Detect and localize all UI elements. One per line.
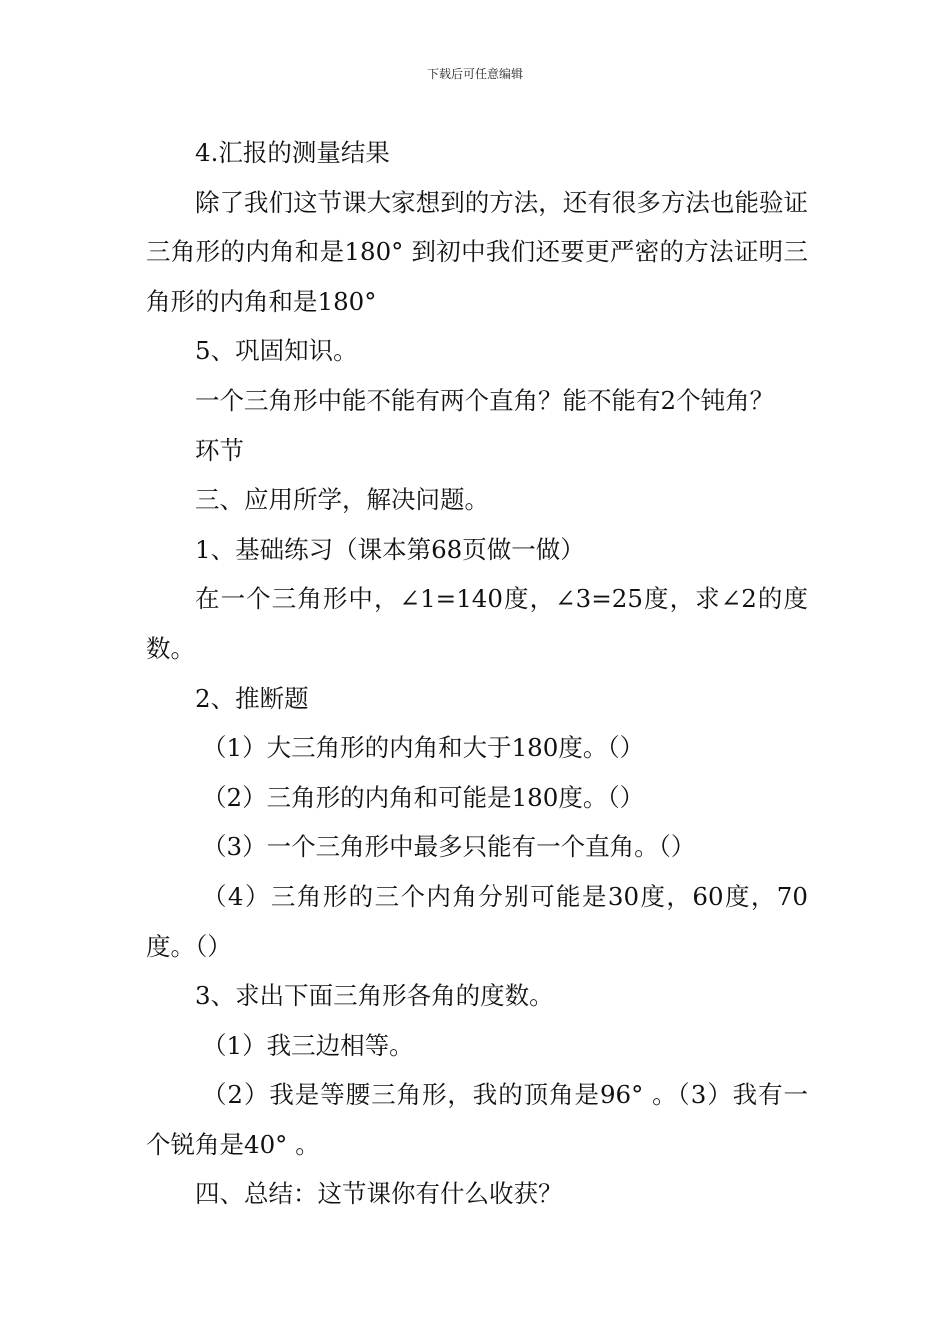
judge-item-3: （3）一个三角形中最多只能有一个直角。（） [202, 832, 696, 862]
judge-item-4: （4）三角形的三个内角分别可能是30度，60度，70度。（） [146, 881, 808, 961]
angles-item-2-3: （2）我是等腰三角形，我的顶角是96° 。（3）我有一个锐角是40° 。 [146, 1080, 808, 1159]
paragraph-methods: 除了我们这节课大家想到的方法，还有很多方法也能验证三角形的内角和是180° 到初中我们还要更严密的方法证明三角形的内角和是180° [146, 187, 808, 316]
section-heading-report: 4.汇报的测量结果 [195, 138, 390, 167]
paragraph-question: 一个三角形中能不能有两个直角？能不能有2个钝角？ [195, 385, 775, 415]
section-heading-summary: 四、总结：这节课你有什么收获？ [195, 1179, 563, 1209]
page-header: 下载后可任意编辑 [426, 67, 523, 81]
exercise-angles-heading: 3、求出下面三角形各角的度数。 [195, 981, 554, 1011]
exercise-basic-text: 在一个三角形中，∠1=140度，∠3=25度，求∠2的度数。 [146, 584, 808, 663]
judge-item-2: （2）三角形的内角和可能是180度。（） [202, 782, 645, 812]
judge-item-1: （1）大三角形的内角和大于180度。（） [202, 733, 645, 763]
document-body [146, 128, 808, 1219]
angles-item-1: （1）我三边相等。 [202, 1030, 414, 1060]
exercise-basic-heading: 1、基础练习（课本第68页做一做） [195, 534, 585, 564]
exercise-judge-heading: 2、推断题 [195, 683, 309, 713]
paragraph-stage: 环节 [195, 435, 244, 465]
section-heading-consolidate: 5、巩固知识。 [195, 336, 358, 366]
section-heading-apply: 三、应用所学，解决问题。 [195, 485, 489, 515]
